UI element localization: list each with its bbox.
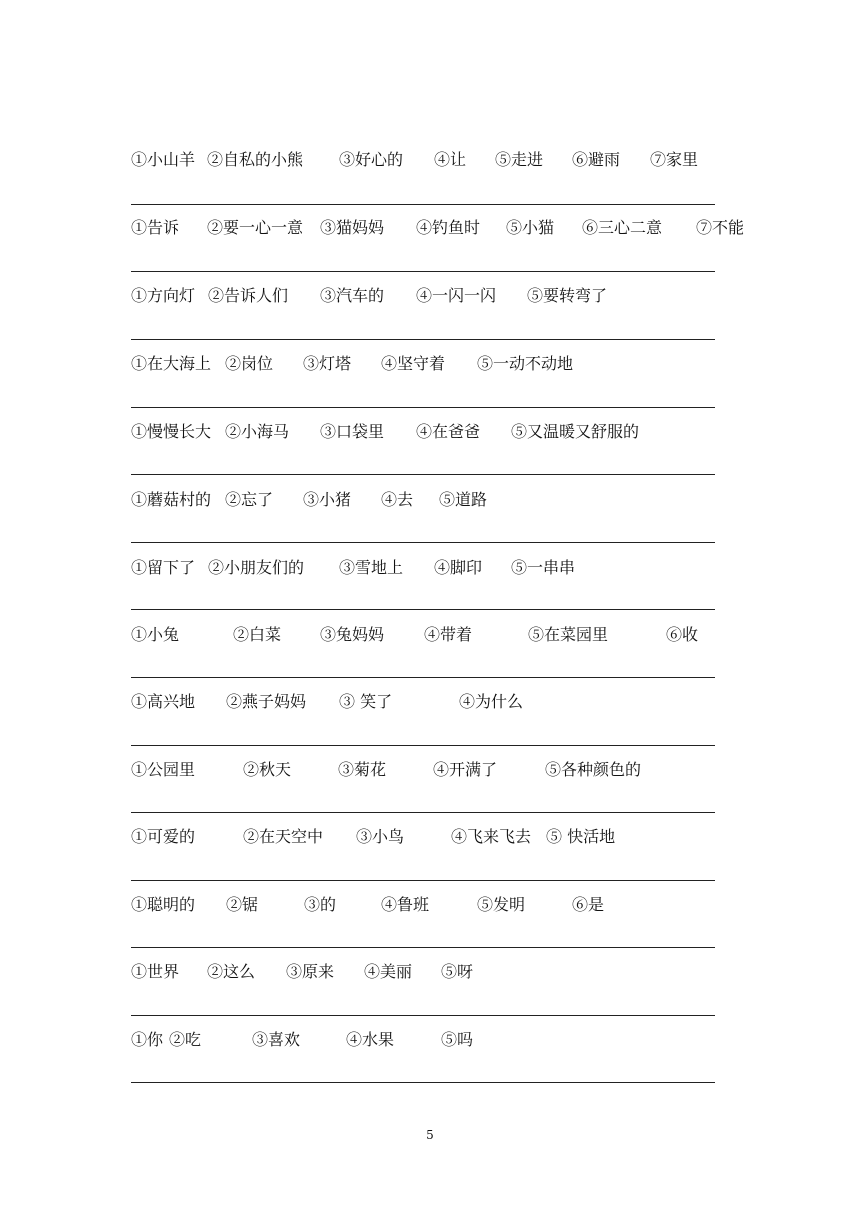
word-chip: ②小海马 bbox=[225, 422, 290, 441]
word-chip: ④鲁班 bbox=[381, 895, 430, 914]
word-chip: ③的 bbox=[304, 895, 337, 914]
word-chip: ⑥是 bbox=[572, 895, 605, 914]
word-chip: ①世界 bbox=[131, 962, 180, 981]
word-chip: ③好心的 bbox=[339, 150, 404, 169]
word-chip: ③灯塔 bbox=[303, 354, 352, 373]
word-chip: ③小鸟 bbox=[356, 827, 405, 846]
word-chip: ④钓鱼时 bbox=[416, 218, 481, 237]
exercise-13-words bbox=[131, 960, 731, 984]
word-chip: ②白菜 bbox=[233, 625, 282, 644]
word-chip: ②要一心一意 bbox=[207, 218, 304, 237]
exercise-3-words bbox=[131, 284, 731, 308]
exercise-10-words bbox=[131, 758, 731, 782]
word-chip: ③口袋里 bbox=[320, 422, 385, 441]
answer-line-14 bbox=[131, 1082, 715, 1083]
word-chip: ①慢慢长大 bbox=[131, 422, 212, 441]
word-chip: ③兔妈妈 bbox=[320, 625, 385, 644]
word-chip: ⑤小猫 bbox=[506, 218, 555, 237]
word-chip: ⑤吗 bbox=[441, 1030, 474, 1049]
exercise-2-words bbox=[131, 216, 745, 240]
word-chip: ⑥收 bbox=[666, 625, 699, 644]
word-chip: ①在大海上 bbox=[131, 354, 212, 373]
exercise-8-words bbox=[131, 623, 731, 647]
answer-line-2 bbox=[131, 271, 715, 272]
exercise-7-words bbox=[131, 556, 731, 580]
word-chip: ⑦不能 bbox=[696, 218, 745, 237]
word-chip: ④去 bbox=[381, 490, 414, 509]
word-chip: ①聪明的 bbox=[131, 895, 196, 914]
answer-line-3 bbox=[131, 339, 715, 340]
exercise-12-words bbox=[131, 893, 731, 917]
page-number: 5 bbox=[426, 1128, 434, 1142]
word-chip: ⑤又温暖又舒服的 bbox=[511, 422, 640, 441]
word-chip: ③ 笑了 bbox=[339, 692, 393, 711]
word-chip: ①小山羊 bbox=[131, 150, 196, 169]
word-chip: ①蘑菇村的 bbox=[131, 490, 212, 509]
word-chip: ⑥避雨 bbox=[572, 150, 621, 169]
word-chip: ①小兔 bbox=[131, 625, 180, 644]
answer-line-1 bbox=[131, 204, 715, 205]
word-chip: ⑤一动不动地 bbox=[477, 354, 574, 373]
answer-line-7 bbox=[131, 609, 715, 610]
word-chip: ⑤在菜园里 bbox=[528, 625, 609, 644]
word-chip: ③喜欢 bbox=[252, 1030, 301, 1049]
word-chip: ⑤发明 bbox=[477, 895, 526, 914]
word-chip: ①可爱的 bbox=[131, 827, 196, 846]
word-chip: ④开满了 bbox=[433, 760, 498, 779]
word-chip: ①你 bbox=[131, 1030, 164, 1049]
answer-line-9 bbox=[131, 745, 715, 746]
word-chip: ④飞来飞去 bbox=[451, 827, 532, 846]
word-chip: ②自私的小熊 bbox=[207, 150, 304, 169]
word-chip: ②告诉人们 bbox=[208, 286, 289, 305]
word-chip: ⑤一串串 bbox=[511, 558, 576, 577]
word-chip: ⑤走进 bbox=[495, 150, 544, 169]
word-chip: ②岗位 bbox=[225, 354, 274, 373]
word-chip: ③汽车的 bbox=[320, 286, 385, 305]
exercise-1-words bbox=[131, 148, 731, 172]
word-chip: ④脚印 bbox=[434, 558, 483, 577]
word-chip: ④在爸爸 bbox=[416, 422, 481, 441]
word-chip: ④带着 bbox=[424, 625, 473, 644]
word-chip: ②在天空中 bbox=[243, 827, 324, 846]
word-chip: ④坚守着 bbox=[381, 354, 446, 373]
word-chip: ④让 bbox=[434, 150, 467, 169]
exercise-5-words bbox=[131, 420, 731, 444]
word-chip: ①公园里 bbox=[131, 760, 196, 779]
word-chip: ⑤各种颜色的 bbox=[545, 760, 642, 779]
word-chip: ②这么 bbox=[207, 962, 256, 981]
answer-line-8 bbox=[131, 677, 715, 678]
word-chip: ③猫妈妈 bbox=[320, 218, 385, 237]
answer-line-6 bbox=[131, 542, 715, 543]
word-chip: ②吃 bbox=[169, 1030, 202, 1049]
word-chip: ④水果 bbox=[346, 1030, 395, 1049]
answer-line-4 bbox=[131, 407, 715, 408]
word-chip: ③原来 bbox=[286, 962, 335, 981]
word-chip: ②锯 bbox=[226, 895, 259, 914]
answer-line-13 bbox=[131, 1015, 715, 1016]
word-chip: ⑤要转弯了 bbox=[527, 286, 608, 305]
answer-line-10 bbox=[131, 812, 715, 813]
word-chip: ④一闪一闪 bbox=[416, 286, 497, 305]
word-chip: ⑥三心二意 bbox=[582, 218, 663, 237]
word-chip: ②忘了 bbox=[225, 490, 274, 509]
word-chip: ④美丽 bbox=[364, 962, 413, 981]
word-chip: ⑦家里 bbox=[650, 150, 699, 169]
word-chip: ③小猪 bbox=[303, 490, 352, 509]
word-chip: ⑤ 快活地 bbox=[546, 827, 616, 846]
word-chip: ②燕子妈妈 bbox=[226, 692, 307, 711]
answer-line-12 bbox=[131, 947, 715, 948]
exercise-11-words bbox=[131, 825, 731, 849]
word-chip: ⑤道路 bbox=[439, 490, 488, 509]
word-chip: ①留下了 bbox=[131, 558, 196, 577]
word-chip: ⑤呀 bbox=[441, 962, 474, 981]
exercise-4-words bbox=[131, 352, 731, 376]
exercise-14-words bbox=[131, 1028, 731, 1052]
word-chip: ④为什么 bbox=[459, 692, 524, 711]
word-chip: ②小朋友们的 bbox=[208, 558, 305, 577]
exercise-9-words bbox=[131, 690, 731, 714]
word-chip: ①告诉 bbox=[131, 218, 180, 237]
word-chip: ①方向灯 bbox=[131, 286, 196, 305]
exercise-6-words bbox=[131, 488, 731, 512]
word-chip: ③菊花 bbox=[338, 760, 387, 779]
word-chip: ②秋天 bbox=[243, 760, 292, 779]
word-chip: ①高兴地 bbox=[131, 692, 196, 711]
answer-line-5 bbox=[131, 474, 715, 475]
word-chip: ③雪地上 bbox=[339, 558, 404, 577]
answer-line-11 bbox=[131, 880, 715, 881]
